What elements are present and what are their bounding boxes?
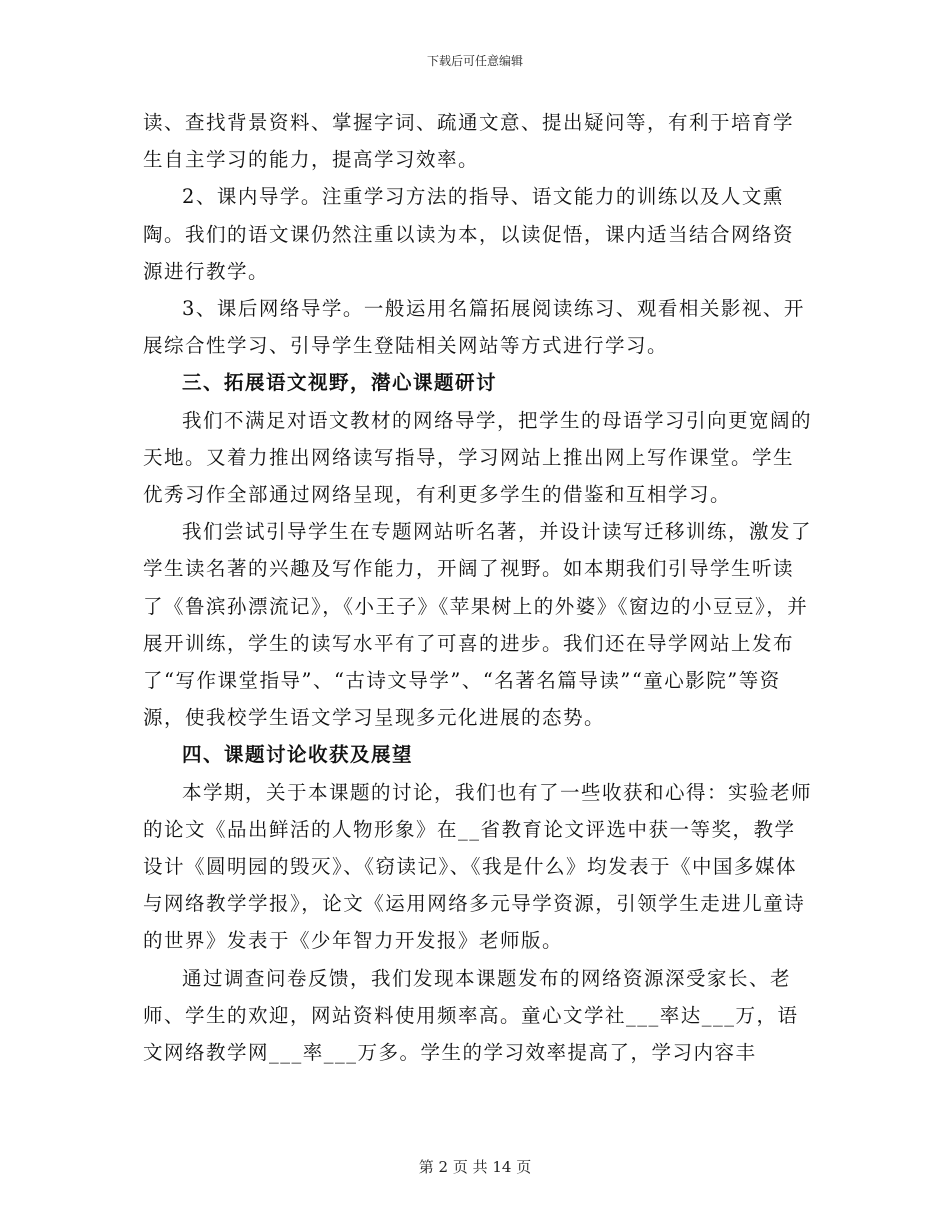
page-footer: 第 2 页 共 14 页 <box>418 1158 532 1176</box>
paragraph-classics-listening: 我们尝试引导学生在专题网站听名著，并设计读写迁移训练，激发了学生读名著的兴趣及写作能力，开阔了视野。如本期我们引导学生听读了《鲁滨孙漂流记》，《小王子》《苹果树上的外婆》《窗边的小豆豆》，并展开训练，学生的读写水平有了可喜的进步。我们还在导学网站上发布了“写作课堂指导”、“古诗文导学”、“名著名篇导读”“童心影院”等资源，使我校学生语文学习呈现多元化进展的态势。 <box>143 520 813 730</box>
paragraph-survey-feedback: 通过调查问卷反馈，我们发现本课题发布的网络资源深受家长、老师、学生的欢迎，网站资料使用频率高。童心文学社___率达___万，语文网络教学网___率___万多。学生的学习效率提高了，学习内容丰 <box>143 966 799 1065</box>
section-heading-4: 四、课题讨论收获及展望 <box>182 743 414 767</box>
paragraph-after-class-guidance: 3、课后网络导学。一般运用名篇拓展阅读练习、观看相关影视、开展综合性学习、引导学生登陆相关网站等方式进行学习。 <box>143 297 805 358</box>
paragraph-achievements: 本学期，关于本课题的讨论，我们也有了一些收获和心得：实验老师的论文《品出鲜活的人物形象》在__省教育论文评选中获一等奖，教学设计《圆明园的毁灭》、《窃读记》、《我是什么》均发表于《中国多媒体与网络教学学报》，论文《运用网络多元导学资源，引领学生走进儿童诗的世界》发表于《少年智力开发报》老师版。 <box>143 780 813 953</box>
paragraph-expand-vision: 我们不满足对语文教材的网络导学，把学生的母语学习引向更宽阔的天地。又着力推出网络读写指导，学习网站上推出网上写作课堂。学生优秀习作全部通过网络呈现，有利更多学生的借鉴和互相学习。 <box>143 408 813 507</box>
page-header: 下载后可任意编辑 <box>426 54 523 68</box>
paragraph-in-class-guidance: 2、课内导学。注重学习方法的指导、语文能力的训练以及人文熏陶。我们的语文课仍然注重以读为本，以读促悟，课内适当结合网络资源进行教学。 <box>143 185 795 283</box>
section-heading-3: 三、拓展语文视野，潜心课题研讨 <box>182 371 498 395</box>
paragraph-continued: 读、查找背景资料、掌握字词、疏通文意、提出疑问等，有利于培育学生自主学习的能力，提高学习效率。 <box>143 111 795 172</box>
document-body <box>143 104 813 1071</box>
